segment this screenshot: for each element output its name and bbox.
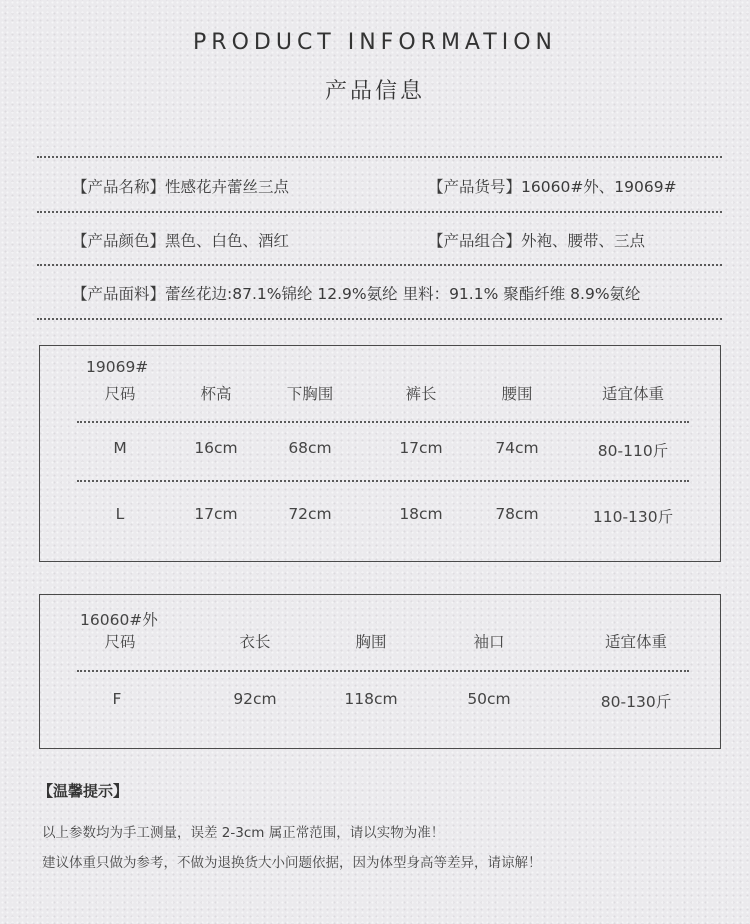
product-color-row (72, 229, 289, 251)
product-color-value: 黑色、白色、酒红 (165, 232, 290, 250)
table-cell: F (112, 690, 122, 708)
table-divider (77, 670, 689, 672)
table-header-cell: 适宜体重 (601, 385, 664, 403)
table-cell: 78cm (495, 505, 539, 523)
divider (37, 156, 722, 158)
table-cell: 18cm (399, 505, 443, 523)
table-header-cell: 下胸围 (286, 385, 334, 403)
product-name-value: 性感花卉蕾丝三点 (165, 178, 290, 196)
product-color-label: 【产品颜色】 (72, 232, 166, 250)
table-cell: 17cm (194, 505, 238, 523)
notice-title: 【温馨提示】 (38, 782, 129, 800)
product-combo-value: 外袍、腰带、三点 (521, 232, 646, 250)
table-row (0, 505, 750, 527)
table-divider (77, 421, 689, 423)
table-model-number: 16060#外 (80, 611, 158, 629)
table-cell: 68cm (288, 439, 332, 457)
table-divider (77, 480, 689, 482)
product-fabric-label: 【产品面料】 (72, 285, 166, 303)
table-cell: 92cm (233, 690, 277, 708)
table-header-cell: 衣长 (239, 633, 271, 651)
table-cell: 118cm (344, 690, 398, 708)
table-header-cell: 裤长 (405, 385, 437, 403)
table-row (0, 439, 750, 461)
product-combo-row (428, 229, 645, 251)
header-title-en: PRODUCT INFORMATION (193, 30, 557, 55)
product-sku-row (428, 175, 677, 197)
table-cell: 110-130斤 (592, 508, 674, 526)
product-fabric-row (72, 282, 641, 304)
divider (37, 211, 722, 213)
table-cell: 72cm (288, 505, 332, 523)
notice-line: 以上参数均为手工测量，误差 2-3cm 属正常范围，请以实物为准！ (42, 825, 445, 841)
table-cell: 17cm (399, 439, 443, 457)
product-name-label: 【产品名称】 (72, 178, 166, 196)
table-header-cell: 适宜体重 (604, 633, 667, 651)
product-fabric-value: 蕾丝花边:87.1%锦纶 12.9%氨纶 里料：91.1% 聚酯纤维 8.9%氨纶 (165, 285, 641, 303)
table-cell: 80-110斤 (597, 442, 669, 460)
table-header-cell: 尺码 (104, 633, 136, 651)
table-header-cell: 袖口 (473, 633, 505, 651)
table-header-row (0, 382, 750, 404)
table-cell: 16cm (194, 439, 238, 457)
header-title-cn: 产品信息 (324, 79, 425, 104)
table-cell: L (115, 505, 125, 523)
table-row (0, 690, 750, 712)
table-model-number: 19069# (86, 358, 149, 376)
table-cell: M (113, 439, 127, 457)
table-header-cell: 尺码 (104, 385, 136, 403)
product-sku-value: 16060#外、19069# (521, 178, 677, 196)
notice-line: 建议体重只做为参考，不做为退换货大小问题依据，因为体型身高等差异，请谅解！ (42, 855, 542, 871)
table-cell: 74cm (495, 439, 539, 457)
product-combo-label: 【产品组合】 (428, 232, 522, 250)
table-header-cell: 杯高 (200, 385, 232, 403)
divider (37, 264, 722, 266)
table-cell: 50cm (467, 690, 511, 708)
product-name-row (72, 175, 289, 197)
table-cell: 80-130斤 (600, 693, 672, 711)
divider (37, 318, 722, 320)
table-header-cell: 腰围 (501, 385, 533, 403)
table-header-row (0, 630, 750, 652)
product-sku-label: 【产品货号】 (428, 178, 522, 196)
table-header-cell: 胸围 (355, 633, 387, 651)
